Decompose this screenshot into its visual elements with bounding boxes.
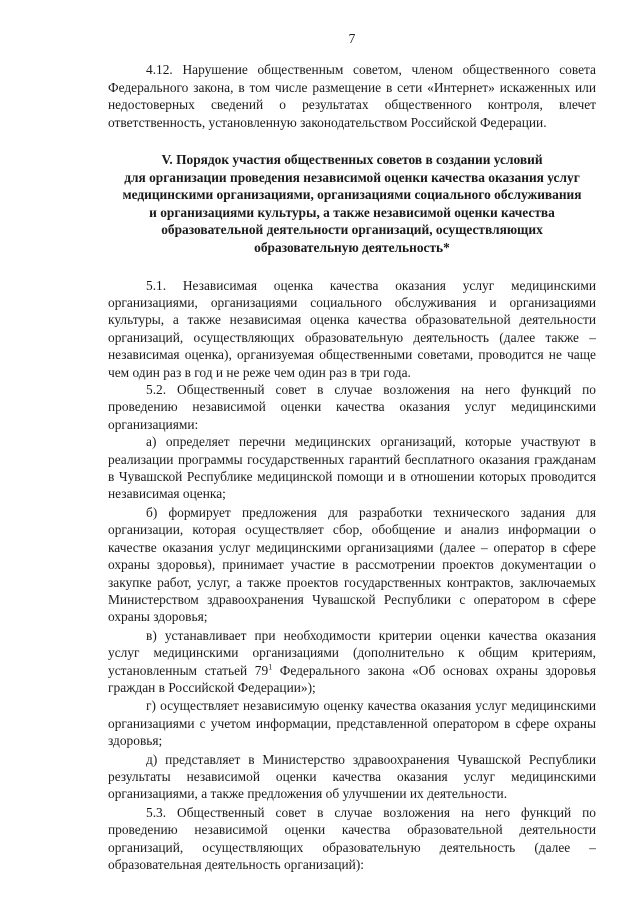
section-heading-line: и организациями культуры, а также независимой оценки качества <box>149 204 555 220</box>
page-number: 7 <box>348 31 356 46</box>
list-item-b: б) формирует предложения для разработки технического задания для организации, которая осуществляет сбор, обобщение и анализ информации о качестве оказания услуг медицинскими организациями (далее – оператор в сфере охраны здоровья), принимает участие в рассмотрении проектов документации о закупке работ, услуг, а также проектов государственных контрактов, заключаемых Министерством здравоохранения Чувашской Республики с оператором в сфере охраны здоровья; <box>108 504 596 625</box>
section-heading <box>108 151 596 257</box>
list-item-v <box>108 627 596 697</box>
paragraph-5-1: 5.1. Независимая оценка качества оказания услуг медицинскими организациями, организациями социального обслуживания и организациями культуры, а также независимая оценка качества образовательной деятельности организаций, осуществляющих образовательную деятельность (далее также – независимая оценка), организуемая общественными советами, проводится не чаще чем один раз в год и не реже чем один раз в три года. <box>108 277 596 380</box>
list-item-a: а) определяет перечни медицинских организаций, которые участвуют в реализации программы государственных гарантий бесплатного оказания гражданам в Чувашской Республике медицинской помощи и в отношении которых проводится независимая оценка; <box>108 434 596 502</box>
article-superscript: 1 <box>268 662 273 672</box>
section-heading-line: V. Порядок участия общественных советов в создании условий <box>161 152 543 168</box>
paragraph-4-12: 4.12. Нарушение общественным советом, членом общественного совета Федерального закона, в том числе размещение в сети «Интернет» искаженных или недостоверных сведений о результатах общественного контроля, влечет ответственность, установленную законодательством Российской Федерации. <box>108 62 596 130</box>
section-heading-line: образовательную деятельность* <box>254 240 450 255</box>
paragraph-5-2: 5.2. Общественный совет в случае возложения на него функций по проведению независимой оценки качества оказания услуг медицинскими организациями: <box>108 382 596 432</box>
section-heading-line: образовательной деятельности организаций, осуществляющих <box>161 222 543 238</box>
section-heading-line: для организации проведения независимой оценки качества оказания услуг <box>124 169 580 185</box>
paragraph-5-3: 5.3. Общественный совет в случае возложения на него функций по проведению независимой оценки качества образовательной деятельности организаций, осуществляющих образовательную деятельность (далее – образовательная деятельность организаций): <box>108 804 596 872</box>
document-page <box>108 30 596 873</box>
section-heading-line: медицинскими организациями, организациями социального обслуживания <box>122 187 582 203</box>
list-item-v-text: в) устанавливает при необходимости критерии оценки качества оказания услуг медицинскими организациями (дополнительно к общим критериям, установленным статьей 79 <box>108 627 596 678</box>
list-item-g: г) осуществляет независимую оценку качества оказания услуг медицинскими организациями с учетом информации, представленной оператором в сфере охраны здоровья; <box>108 698 596 749</box>
list-item-v-text-end: Федерального закона «Об основах охраны здоровья граждан в Российской Федерации»); <box>108 662 596 695</box>
list-item-d: д) представляет в Министерство здравоохранения Чувашской Республики результаты независимой оценки качества оказания услуг медицинскими организациями, а также предложения об улучшении их деятельности. <box>108 751 596 802</box>
